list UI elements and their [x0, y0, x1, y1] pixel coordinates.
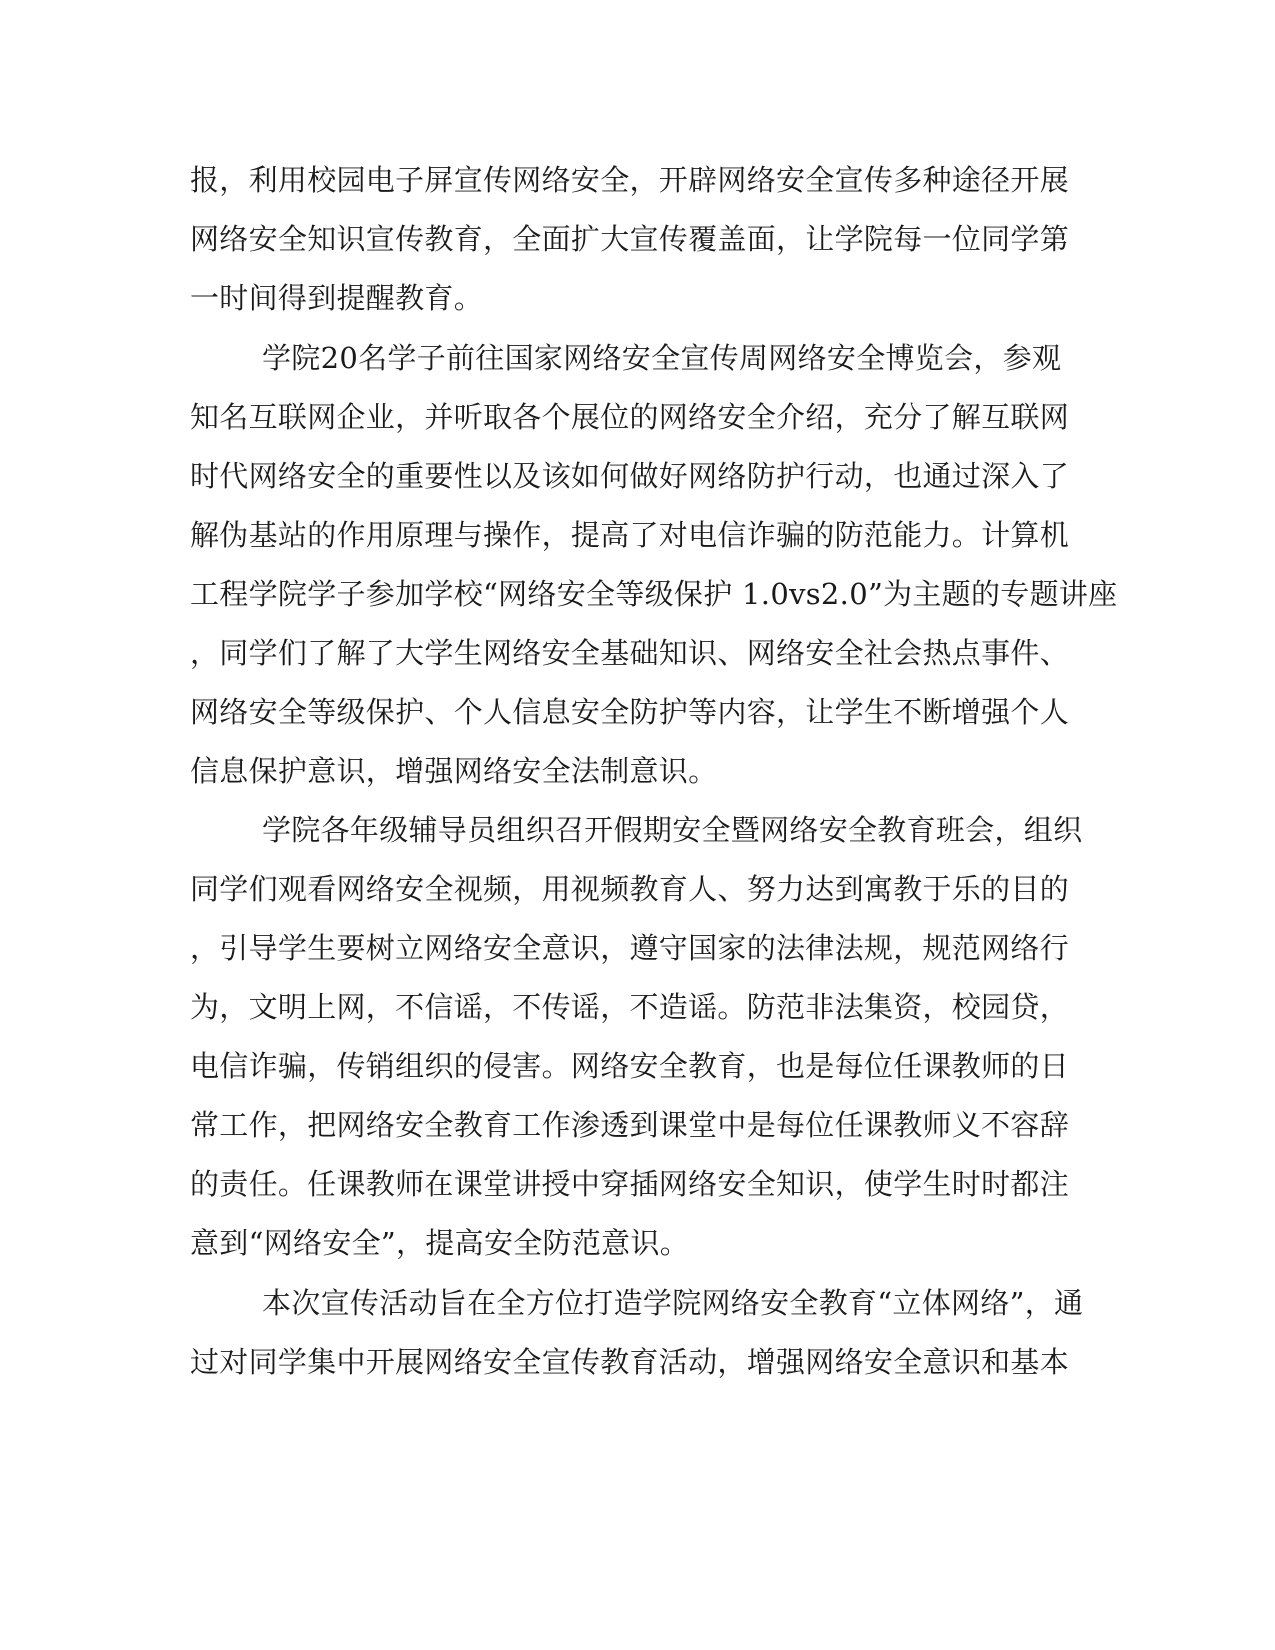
text-line: 时代网络安全的重要性以及该如何做好网络防护行动，也通过深入了 [190, 459, 1070, 493]
text-line: 网络安全等级保护、个人信息安全防护等内容，让学生不断增强个人 [190, 695, 1070, 729]
text-line: 为，文明上网，不信谣，不传谣，不造谣。防范非法集资，校园贷， [190, 990, 1070, 1024]
text-line: 常工作，把网络安全教育工作渗透到课堂中是每位任课教师义不容辞 [190, 1108, 1070, 1142]
text-line: 工程学院学子参加学校“网络安全等级保护 1.0vs2.0”为主题的专题讲座 [190, 577, 1118, 611]
text-line: 意到“网络安全”，提高安全防范意识。 [190, 1226, 690, 1260]
paragraph-first-line: 学院20名学子前往国家网络安全宣传周网络安全博览会，参观 [262, 341, 1062, 375]
text-line: 电信诈骗，传销组织的侵害。网络安全教育，也是每位任课教师的日 [190, 1049, 1070, 1083]
text-line: 过对同学集中开展网络安全宣传教育活动，增强网络安全意识和基本 [190, 1345, 1070, 1379]
text-line: ，同学们了解了大学生网络安全基础知识、网络安全社会热点事件、 [190, 636, 1070, 670]
text-line: 解伪基站的作用原理与操作，提高了对电信诈骗的防范能力。计算机 [190, 518, 1070, 552]
text-line: 的责任。任课教师在课堂讲授中穿插网络安全知识，使学生时时都注 [190, 1167, 1070, 1201]
text-line: 同学们观看网络安全视频，用视频教育人、努力达到寓教于乐的目的 [190, 872, 1070, 906]
text-line: 信息保护意识，增强网络安全法制意识。 [190, 754, 718, 788]
paragraph-first-line: 本次宣传活动旨在全方位打造学院网络安全教育“立体网络”，通 [262, 1286, 1084, 1320]
text-line: ，引导学生要树立网络安全意识，遵守国家的法律法规，规范网络行 [190, 931, 1070, 965]
text-line: 报，利用校园电子屏宣传网络安全，开辟网络安全宣传多种途径开展 [190, 163, 1070, 197]
text-line: 一时间得到提醒教育。 [190, 281, 484, 315]
text-line: 知名互联网企业，并听取各个展位的网络安全介绍，充分了解互联网 [190, 400, 1070, 434]
text-line: 网络安全知识宣传教育，全面扩大宣传覆盖面，让学院每一位同学第 [190, 222, 1070, 256]
paragraph-first-line: 学院各年级辅导员组织召开假期安全暨网络安全教育班会，组织 [262, 813, 1083, 847]
